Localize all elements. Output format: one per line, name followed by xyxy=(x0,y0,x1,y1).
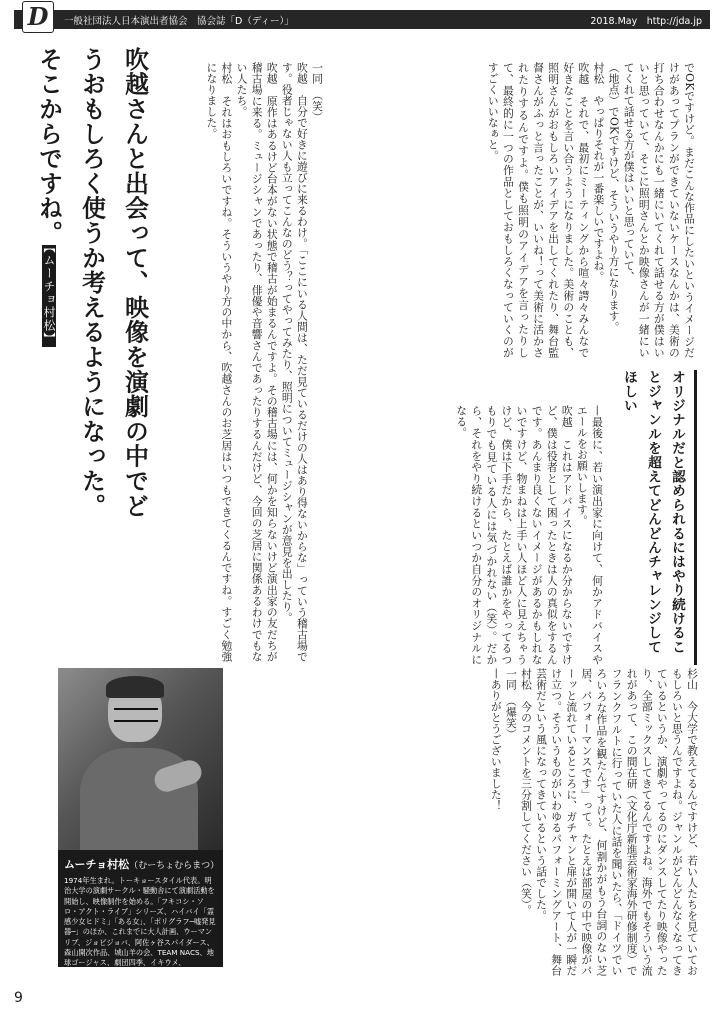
paragraph: （地点）でOKですけど、そういうやり方になります。 xyxy=(607,62,621,333)
page-number: 9 xyxy=(14,990,23,1006)
photo-hair-shape xyxy=(106,676,164,698)
paragraph: 吹越 自分で好きに遊びに来るわけ。「ここにいる人間は、ただ見ているだけの人はあり得ないからな」っていう稽古場です。役者じゃない人も立ってこんなのどう？ってやってみたり、照明についてミュージシャンが意見を出したり。 xyxy=(280,62,309,662)
paragraph: 吹越 それで、最初にミーティングから喧々諤々みんなで好きなことを言い合うようになりました。美術のことも、照明さんがおもしろいアイデアを出してくれたり、舞台監督さんがふっと言ったことが、いいね！って美術に活かされたりするんですよ。僕も照明のアイデアを言ったりして、最終的に一つの作品としておもしろくなっていくのがすごくいいなぁと。 xyxy=(486,62,591,358)
photo-glasses-shape xyxy=(114,708,158,722)
paragraph: 一同 （笑） xyxy=(311,62,324,123)
body-column-top-right xyxy=(335,62,697,358)
portrait-photo xyxy=(58,668,223,850)
headline-text: 吹越さんと出会って、映像を演劇の中でどうおもしろく使うか考えるようになった。そこからですね。 xyxy=(35,47,149,519)
paragraph: 杉山 今大学で教えてるんですけど、若い人たちを見ていておもしろいと思うんですよね。ジャンルがどんどんなくなってきているというか、演劇やってるのにダンスしてたり映像やったり、全部ミックスしてきてるんですよね。海外でもそういう流れがあって、この間在研（文化庁新進芸術家海外研修制度）でフランクフルトに行っていた人に話を聞いたら、「ドイツでいろいろな作品を観たんですけど、何割かがもう台詞のない芝居、パフォーマンスです」って。たとえば部屋の中で映像がパーッと流れているところに、ガチャンと扉が開いて人が一瞬だけ立つ。そういうものがいわゆるパフォーミングアート、舞台芸術だという風になってきているという話でした。 xyxy=(535,668,699,976)
paragraph: 吹越 原作はあるけど台本がない状態で稽古が始まるんですよ。その稽古場には、何かを知らないけど演出家の友だちが稽古場に来る。ミュージシャンであったり、俳優や音響さんであったりするんだけど、今回の芝居に関係あるわけでもない人たち。 xyxy=(235,62,279,662)
issue-and-url: 2018.May http://jda.jp xyxy=(590,16,702,27)
magazine-logo: D xyxy=(22,1,54,33)
paragraph: 村松 それはおもしろいですね。そういうやり方の中から、吹越さんのお芝居はいつもできてくるんですね。すごく勉強になりました。 xyxy=(205,62,234,662)
paragraph: —最後に、若い演出家に向けて、何かアドバイスやエールをお願いします。 xyxy=(575,405,604,665)
profile-name-line xyxy=(64,856,220,872)
paragraph: でOKですけど。まだこんな作品にしたいというイメージだけがあってプランができていないケースなんかは、美術の打ち合わせなんかにも一緒にいてくれて話せる方が僕はいいと思っていて、そこに照明さんとか映像さんが一緒にいてくれて話せる方が僕はいいと思っていて、 xyxy=(622,62,696,358)
publisher-line: 一般社団法人日本演出者協会 協会誌「D（ディー）」 xyxy=(64,16,294,27)
profile-caption xyxy=(58,850,223,988)
page-header xyxy=(14,2,710,31)
body-column-middle xyxy=(335,405,605,665)
paragraph: 一同 （爆笑） xyxy=(504,668,518,740)
headline-credit: 【ムーチョ村松】 xyxy=(42,247,56,346)
paragraph: 村松 今のコメントを三分割してください（笑）。 xyxy=(519,668,533,916)
paragraph: —ありがとうございました！ xyxy=(489,668,503,811)
paragraph: 村松 やっぱりそれが一番楽しいですよね。 xyxy=(592,62,606,282)
headline xyxy=(35,47,156,522)
profile-bio: 1974年生まれ。トーキョースタイル代表。明治大学の演劇サークル・騒動舎にて演劇活動を開始し、映像制作を始める。「フキコシ・ソロ・アクト・ライブ」シリーズ、ハイバイ「霊感少女ヒドミ」「ある女」、「ポリグラフ─嘘発見器─」のほか、これまでに大人計画、ウーマンリブ、ジョビジョバ、阿佐ヶ谷スパイダース、森山開次作品、城山羊の会、TEAM NACS、地球ゴージャス、劇団四季、イキウメ、HIGHLEG JESUS、劇団鹿殺しなどの映像を手がけている。 xyxy=(64,876,216,988)
body-column-top-left xyxy=(175,62,325,662)
paragraph: 吹越 これはアドバイスになるか分からないですけど、僕は役者として困ったときは人の真似をするんです。あんまり良くないイメージがあるかもしれないですけど、物まねは上手い人ほど人に見えちゃうけど、僕は下手だから、たとえば誰かをやってるつもりでも見ている人には気づかれない（笑）。だから、それをやり続けるといつか自分のオリジナルになる。 xyxy=(455,405,574,665)
subheading-text: オリジナルだと認められるにはやり続けることジャンルを超えてどんどんチャレンジしてほしい xyxy=(621,370,685,654)
profile-name: ムーチョ村松 xyxy=(64,858,130,871)
profile-ruby: （むーちょむらまつ） xyxy=(129,861,220,871)
subheading-box xyxy=(609,370,697,665)
body-column-bottom xyxy=(230,668,700,976)
